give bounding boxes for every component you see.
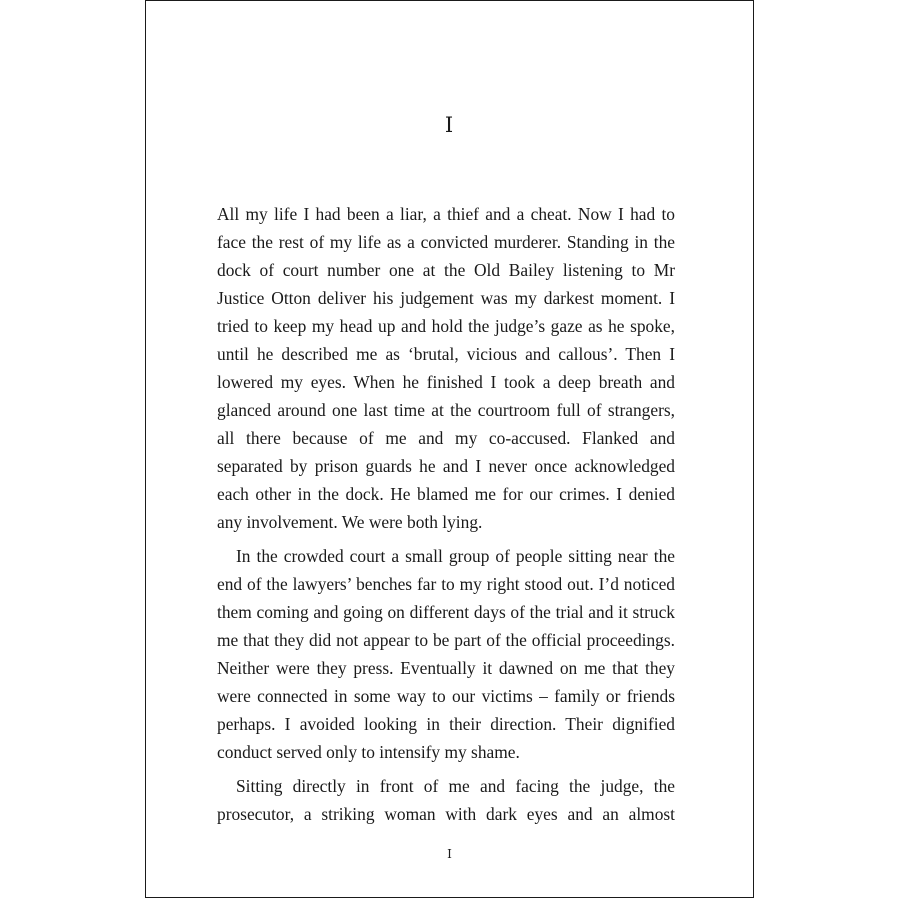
paragraph-1: All my life I had been a liar, a thief and a cheat. Now I had to face the rest of my life as a convicted murderer. Standing in the dock of court number one at the Old Bailey listening to Mr Justice Otton deliver his judgement was my darkest moment. I tried to keep my head up and hold the judge’s gaze as he spoke, until he described me as ‘brutal, vicious and callous’. Then I lowered my eyes. When he finished I took a deep breath and glanced around one last time at the courtroom full of strangers, all there because of me and my co-accused. Flanked and separated by prison guards he and I never once acknowledged each other in the dock. He blamed me for our crimes. I denied any involvement. We were both lying.: [217, 204, 675, 532]
chapter-number: I: [444, 113, 455, 137]
paragraph-3: Sitting directly in front of me and facing the judge, the prosecutor, a striking woman with dark eyes and an almost: [217, 776, 675, 824]
book-page: [145, 0, 754, 898]
body-text: [217, 200, 675, 828]
page-number: I: [447, 847, 452, 861]
paragraph-2: In the crowded court a small group of people sitting near the end of the lawyers’ benches far to my right stood out. I’d noticed them coming and going on different days of the trial and it struck me that they did not appear to be part of the official proceedings. Neither were they press. Eventually it dawned on me that they were connected in some way to our victims – family or friends perhaps. I avoided looking in their direction. Their dignified conduct served only to intensify my shame.: [217, 546, 675, 762]
